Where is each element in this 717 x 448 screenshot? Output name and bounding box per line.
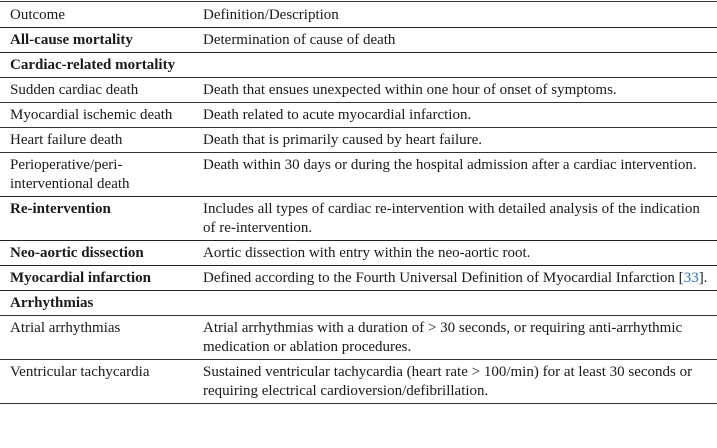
row-definition: Atrial arrhythmias with a duration of > 30 seconds, or requiring anti-arrhythmic medication or ablation procedures. xyxy=(198,316,717,360)
citation-link[interactable]: 33 xyxy=(683,270,699,286)
row-outcome: All-cause mortality xyxy=(0,28,198,53)
row-definition: Death within 30 days or during the hospital admission after a cardiac intervention. xyxy=(198,153,717,197)
row-definition: Determination of cause of death xyxy=(198,28,717,53)
row-outcome: Arrhythmias xyxy=(0,291,198,316)
row-outcome: Re-intervention xyxy=(0,197,198,241)
row-outcome: Ventricular tachycardia xyxy=(0,360,198,404)
row-definition: Death that ensues unexpected within one hour of onset of symptoms. xyxy=(198,78,717,103)
row-outcome: Atrial arrhythmias xyxy=(0,316,198,360)
table-row xyxy=(0,197,717,241)
row-definition: Death that is primarily caused by heart failure. xyxy=(198,128,717,153)
table-row xyxy=(0,28,717,53)
table-row xyxy=(0,128,717,153)
row-outcome: Myocardial infarction xyxy=(0,266,198,291)
row-outcome: Myocardial ischemic death xyxy=(0,103,198,128)
table-row xyxy=(0,53,717,78)
table-header-row xyxy=(0,2,717,28)
table-row xyxy=(0,291,717,316)
row-definition xyxy=(198,266,717,291)
row-definition xyxy=(198,53,717,78)
row-outcome: Heart failure death xyxy=(0,128,198,153)
row-outcome: Perioperative/peri-interventional death xyxy=(0,153,198,197)
table-row xyxy=(0,153,717,197)
table-row xyxy=(0,78,717,103)
row-definition: Sustained ventricular tachycardia (heart rate > 100/min) for at least 30 seconds or requiring electrical cardioversion/defibrillation. xyxy=(198,360,717,404)
definition-text-end: ]. xyxy=(698,270,708,286)
header-definition: Definition/Description xyxy=(198,2,717,28)
table-row xyxy=(0,241,717,266)
row-outcome: Neo-aortic dissection xyxy=(0,241,198,266)
table-row xyxy=(0,266,717,291)
definition-text: Defined according to the Fourth Universal Definition of Myocardial Infarction [ xyxy=(203,270,684,286)
table-row xyxy=(0,103,717,128)
row-outcome: Sudden cardiac death xyxy=(0,78,198,103)
row-definition: Death related to acute myocardial infarction. xyxy=(198,103,717,128)
row-outcome: Cardiac-related mortality xyxy=(0,53,198,78)
row-definition: Aortic dissection with entry within the neo-aortic root. xyxy=(198,241,717,266)
table-row xyxy=(0,316,717,360)
outcomes-definition-table xyxy=(0,1,717,404)
table-row xyxy=(0,360,717,404)
header-outcome: Outcome xyxy=(0,2,198,28)
row-definition: Includes all types of cardiac re-intervention with detailed analysis of the indication of re-intervention. xyxy=(198,197,717,241)
row-definition xyxy=(198,291,717,316)
